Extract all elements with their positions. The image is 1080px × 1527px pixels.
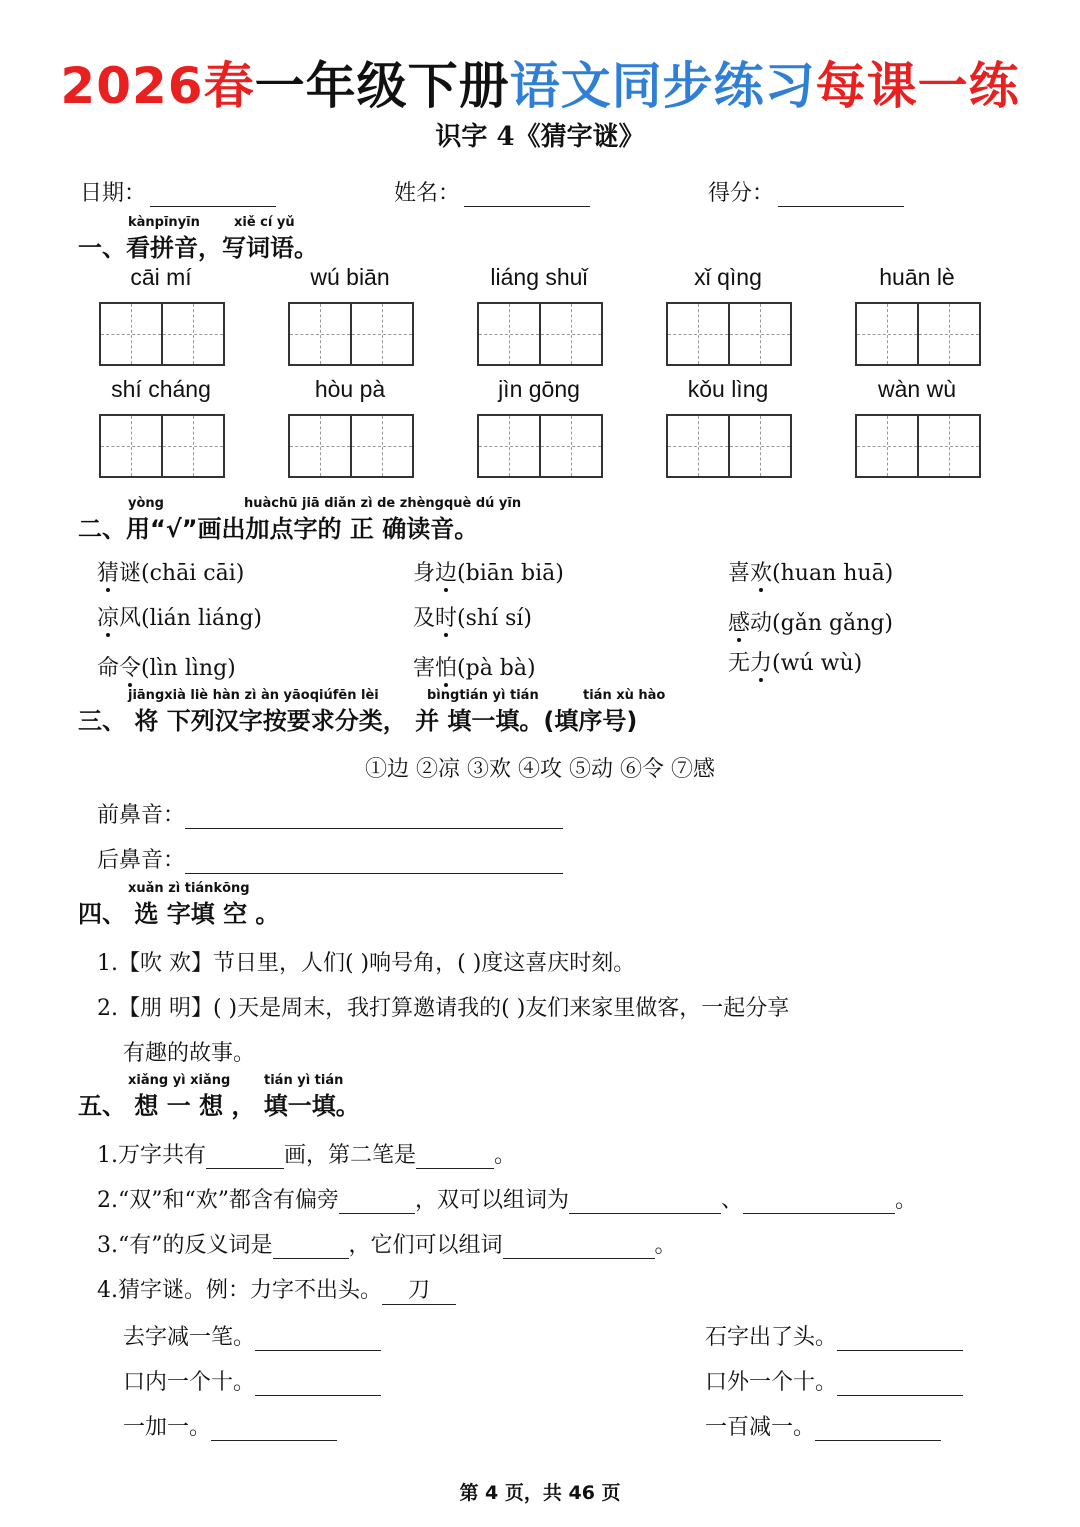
reading-item[interactable]: 及时(shí sí) (413, 606, 533, 631)
sec1-heading: 一、看拼音，写词语。 (78, 234, 318, 262)
sec5-pinyin-a: xiǎng yì xiǎng (128, 1073, 231, 1088)
reading-item[interactable]: 凉风(lián liáng) (97, 606, 262, 631)
reading-item[interactable]: 猜谜(chāi cāi) (97, 561, 245, 586)
title-part-lesson: 每课一练 (815, 57, 1020, 115)
riddle-item[interactable]: 石字出了头。 (705, 1320, 963, 1351)
pinyin-word: kǒu lìng (687, 376, 769, 402)
think-question-1[interactable]: 1.万字共有 画，第二笔是 。 (97, 1143, 517, 1168)
pinyin-word: cāi mí (130, 264, 192, 290)
fill-question-1[interactable]: 1.【吹 欢】节日里，人们( )响号角，( )度这喜庆时刻。 (97, 951, 636, 976)
pinyin-word: xǐ qìng (694, 264, 762, 290)
tianzige-grid[interactable] (288, 414, 414, 478)
character-options: ①边 ②凉 ③欢 ④攻 ⑤动 ⑥令 ⑦感 (365, 757, 715, 782)
fill-question-2[interactable]: 2.【朋 明】( )天是周末，我打算邀请我的( )友们来家里做客，一起分享 (97, 996, 790, 1021)
tianzige-grid[interactable] (99, 414, 225, 478)
pinyin-word: shí cháng (111, 376, 211, 402)
back-nasal-field[interactable]: 后鼻音： (97, 843, 563, 874)
lesson-subtitle: 识字 4《猜字谜》 (435, 122, 645, 152)
fill-question-2-cont: 有趣的故事。 (123, 1041, 256, 1066)
reading-item[interactable]: 感动(gǎn gǎng) (728, 611, 894, 636)
pinyin-word: wú biān (310, 264, 390, 290)
tianzige-grid[interactable] (99, 302, 225, 366)
pinyin-word: wàn wù (878, 376, 956, 402)
tianzige-grid[interactable] (666, 302, 792, 366)
riddle-item[interactable]: 去字减一笔。 (123, 1320, 381, 1351)
sec2-pinyin-b: huàchū jiā diǎn zì de zhèngquè dú yīn (244, 496, 522, 511)
sec3-pinyin-c: tián xù hào (583, 688, 666, 703)
reading-item[interactable]: 害怕(pà bà) (413, 656, 536, 681)
sec3-heading: 三、 将 下列汉字按要求分类， 并 填一填。(填序号) (78, 707, 638, 735)
tianzige-grid[interactable] (855, 414, 981, 478)
title-part-year: 2026春 (60, 57, 255, 115)
date-field[interactable]: 日期： (80, 176, 276, 207)
reading-item[interactable]: 身边(biān biā) (413, 561, 564, 586)
pinyin-word: liáng shuǐ (490, 264, 588, 290)
score-field[interactable]: 得分： (708, 176, 904, 207)
riddle-item[interactable]: 口内一个十。 (123, 1365, 381, 1396)
riddle-item[interactable]: 一加一。 (123, 1410, 337, 1441)
sec2-heading: 二、用“√”画出加点字的 正 确读音。 (78, 515, 479, 543)
sec3-pinyin-b: bìngtián yì tián (427, 688, 539, 703)
sec5-heading: 五、 想 一 想 ， 填一填。 (78, 1092, 360, 1120)
reading-item[interactable]: 无力(wú wù) (728, 651, 863, 676)
reading-item[interactable]: 命令(lìn lìng) (97, 656, 236, 681)
sec4-heading: 四、 选 字填 空 。 (78, 900, 280, 928)
reading-item[interactable]: 喜欢(huan huā) (728, 561, 894, 586)
riddle-item[interactable]: 一百减一。 (705, 1410, 941, 1441)
sec3-pinyin-a: jiāngxià liè hàn zì àn yāoqiúfēn lèi (128, 688, 379, 703)
title-part-subject: 语文同步练习 (509, 57, 816, 115)
sec2-pinyin-a: yòng (128, 496, 164, 511)
title-part-grade: 一年级下册 (254, 57, 510, 115)
tianzige-grid[interactable] (477, 414, 603, 478)
example-answer: 刀 (382, 1273, 456, 1305)
think-question-4: 4.猜字谜。例：力字不出头。 刀 (97, 1273, 456, 1305)
sec1-pinyin-b: xiě cí yǔ (234, 215, 295, 230)
tianzige-grid[interactable] (855, 302, 981, 366)
tianzige-grid[interactable] (666, 414, 792, 478)
riddle-item[interactable]: 口外一个十。 (705, 1365, 963, 1396)
tianzige-grid[interactable] (477, 302, 603, 366)
pinyin-word: huān lè (879, 264, 955, 290)
pinyin-word: jìn gōng (498, 376, 580, 402)
think-question-3[interactable]: 3.“有”的反义词是 ，它们可以组词 。 (97, 1233, 677, 1258)
page-title (0, 46, 1080, 118)
front-nasal-field[interactable]: 前鼻音： (97, 798, 563, 829)
name-field[interactable]: 姓名： (394, 176, 590, 207)
page-number: 第 4 页，共 46 页 (459, 1482, 621, 1504)
pinyin-word: hòu pà (314, 376, 386, 402)
sec5-pinyin-b: tián yì tián (264, 1073, 344, 1088)
sec4-pinyin: xuǎn zì tiánkōng (128, 881, 250, 896)
tianzige-grid[interactable] (288, 302, 414, 366)
think-question-2[interactable]: 2.“双”和“欢”都含有偏旁 ，双可以组词为 、 。 (97, 1188, 918, 1213)
sec1-pinyin-a: kànpīnyīn (128, 215, 200, 230)
